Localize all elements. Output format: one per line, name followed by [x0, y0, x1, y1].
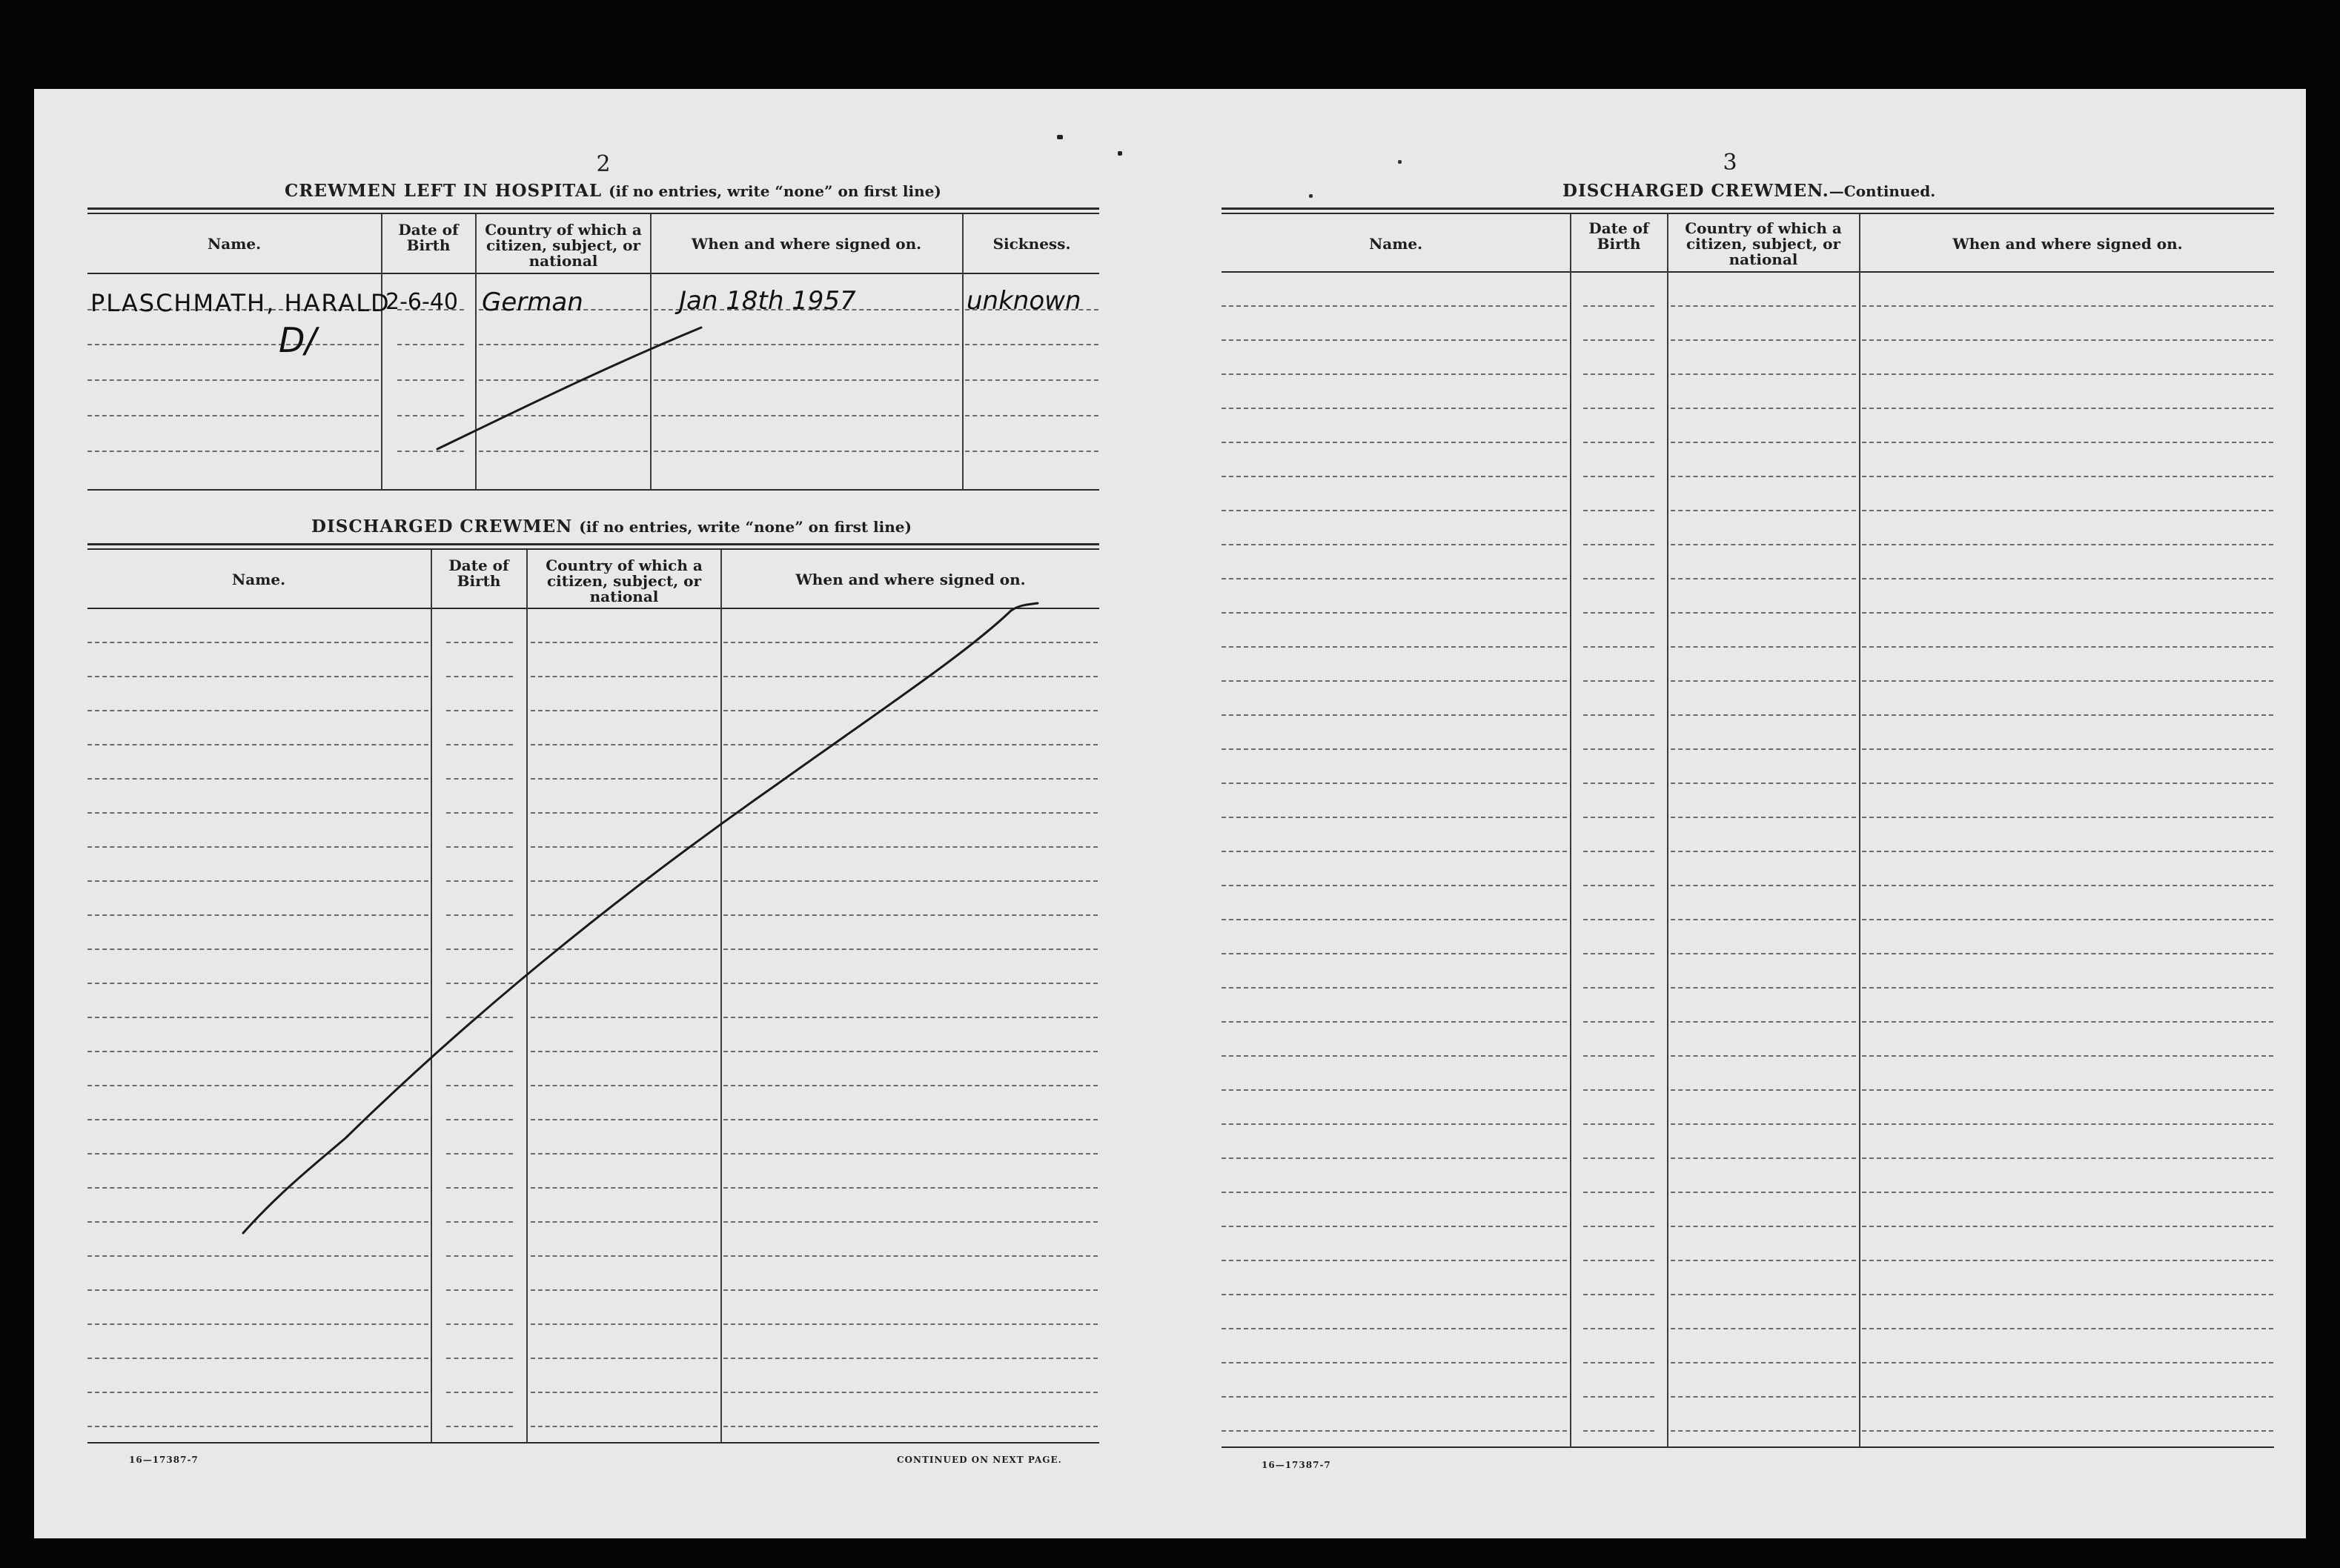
hospital-header-signed: When and where signed on. [691, 235, 922, 253]
discharged-header-country: Country of which a citizen, subject, or national [546, 557, 703, 605]
right-header-signed: When and where signed on. [1952, 235, 2183, 253]
hospital-entry-country: German [482, 288, 583, 317]
scan-speck [1309, 194, 1313, 198]
hospital-header-country: Country of which a citizen, subject, or national [485, 221, 642, 270]
hospital-cross-out-stroke [437, 328, 701, 449]
hospital-title-text: CREWMEN LEFT IN HOSPITAL [285, 181, 603, 201]
left-form-number: 16—17387-7 [129, 1455, 199, 1465]
hospital-header-name: Name. [207, 235, 262, 253]
left-page-number: 2 [596, 151, 611, 177]
scan-speck [1398, 160, 1402, 164]
right-page-number: 3 [1723, 150, 1737, 176]
discharged-header-signed: When and where signed on. [795, 571, 1026, 588]
hospital-entry-name: PLASCHMATH, HARALD [90, 289, 391, 317]
form-sheet [34, 89, 2306, 1538]
right-title-text: DISCHARGED CREWMEN. [1562, 181, 1829, 201]
discharged-header-name: Name. [231, 571, 286, 588]
right-header-dob: Date of Birth [1588, 219, 1649, 253]
right-title-suffix: —Continued. [1829, 182, 1936, 200]
right-header-name: Name. [1368, 235, 1423, 253]
scan-speck [1057, 135, 1063, 139]
discharged-cross-out-stroke [243, 603, 1038, 1233]
hospital-header-sickness: Sickness. [992, 235, 1071, 253]
hospital-entry-name-mark: D/ [279, 320, 316, 360]
hospital-entry-sickness: unknown [967, 286, 1081, 316]
pen-strike-marks [34, 89, 2306, 1538]
discharged-instruction: (if no entries, write “none” on first line) [579, 518, 912, 536]
right-header-country: Country of which a citizen, subject, or national [1685, 219, 1842, 268]
hospital-entry-signed: Jan 18th 1957 [679, 286, 856, 316]
hospital-header-dob: Date of Birth [398, 221, 459, 254]
scan-speck [1118, 151, 1122, 156]
right-form-number: 16—17387-7 [1262, 1460, 1331, 1470]
hospital-entry-dob: 2-6-40 [385, 289, 458, 315]
discharged-header-dob: Date of Birth [448, 557, 509, 590]
continued-note: CONTINUED ON NEXT PAGE. [897, 1455, 1062, 1465]
discharged-title-text: DISCHARGED CREWMEN [311, 516, 573, 536]
hospital-instruction: (if no entries, write “none” on first line) [609, 182, 941, 200]
